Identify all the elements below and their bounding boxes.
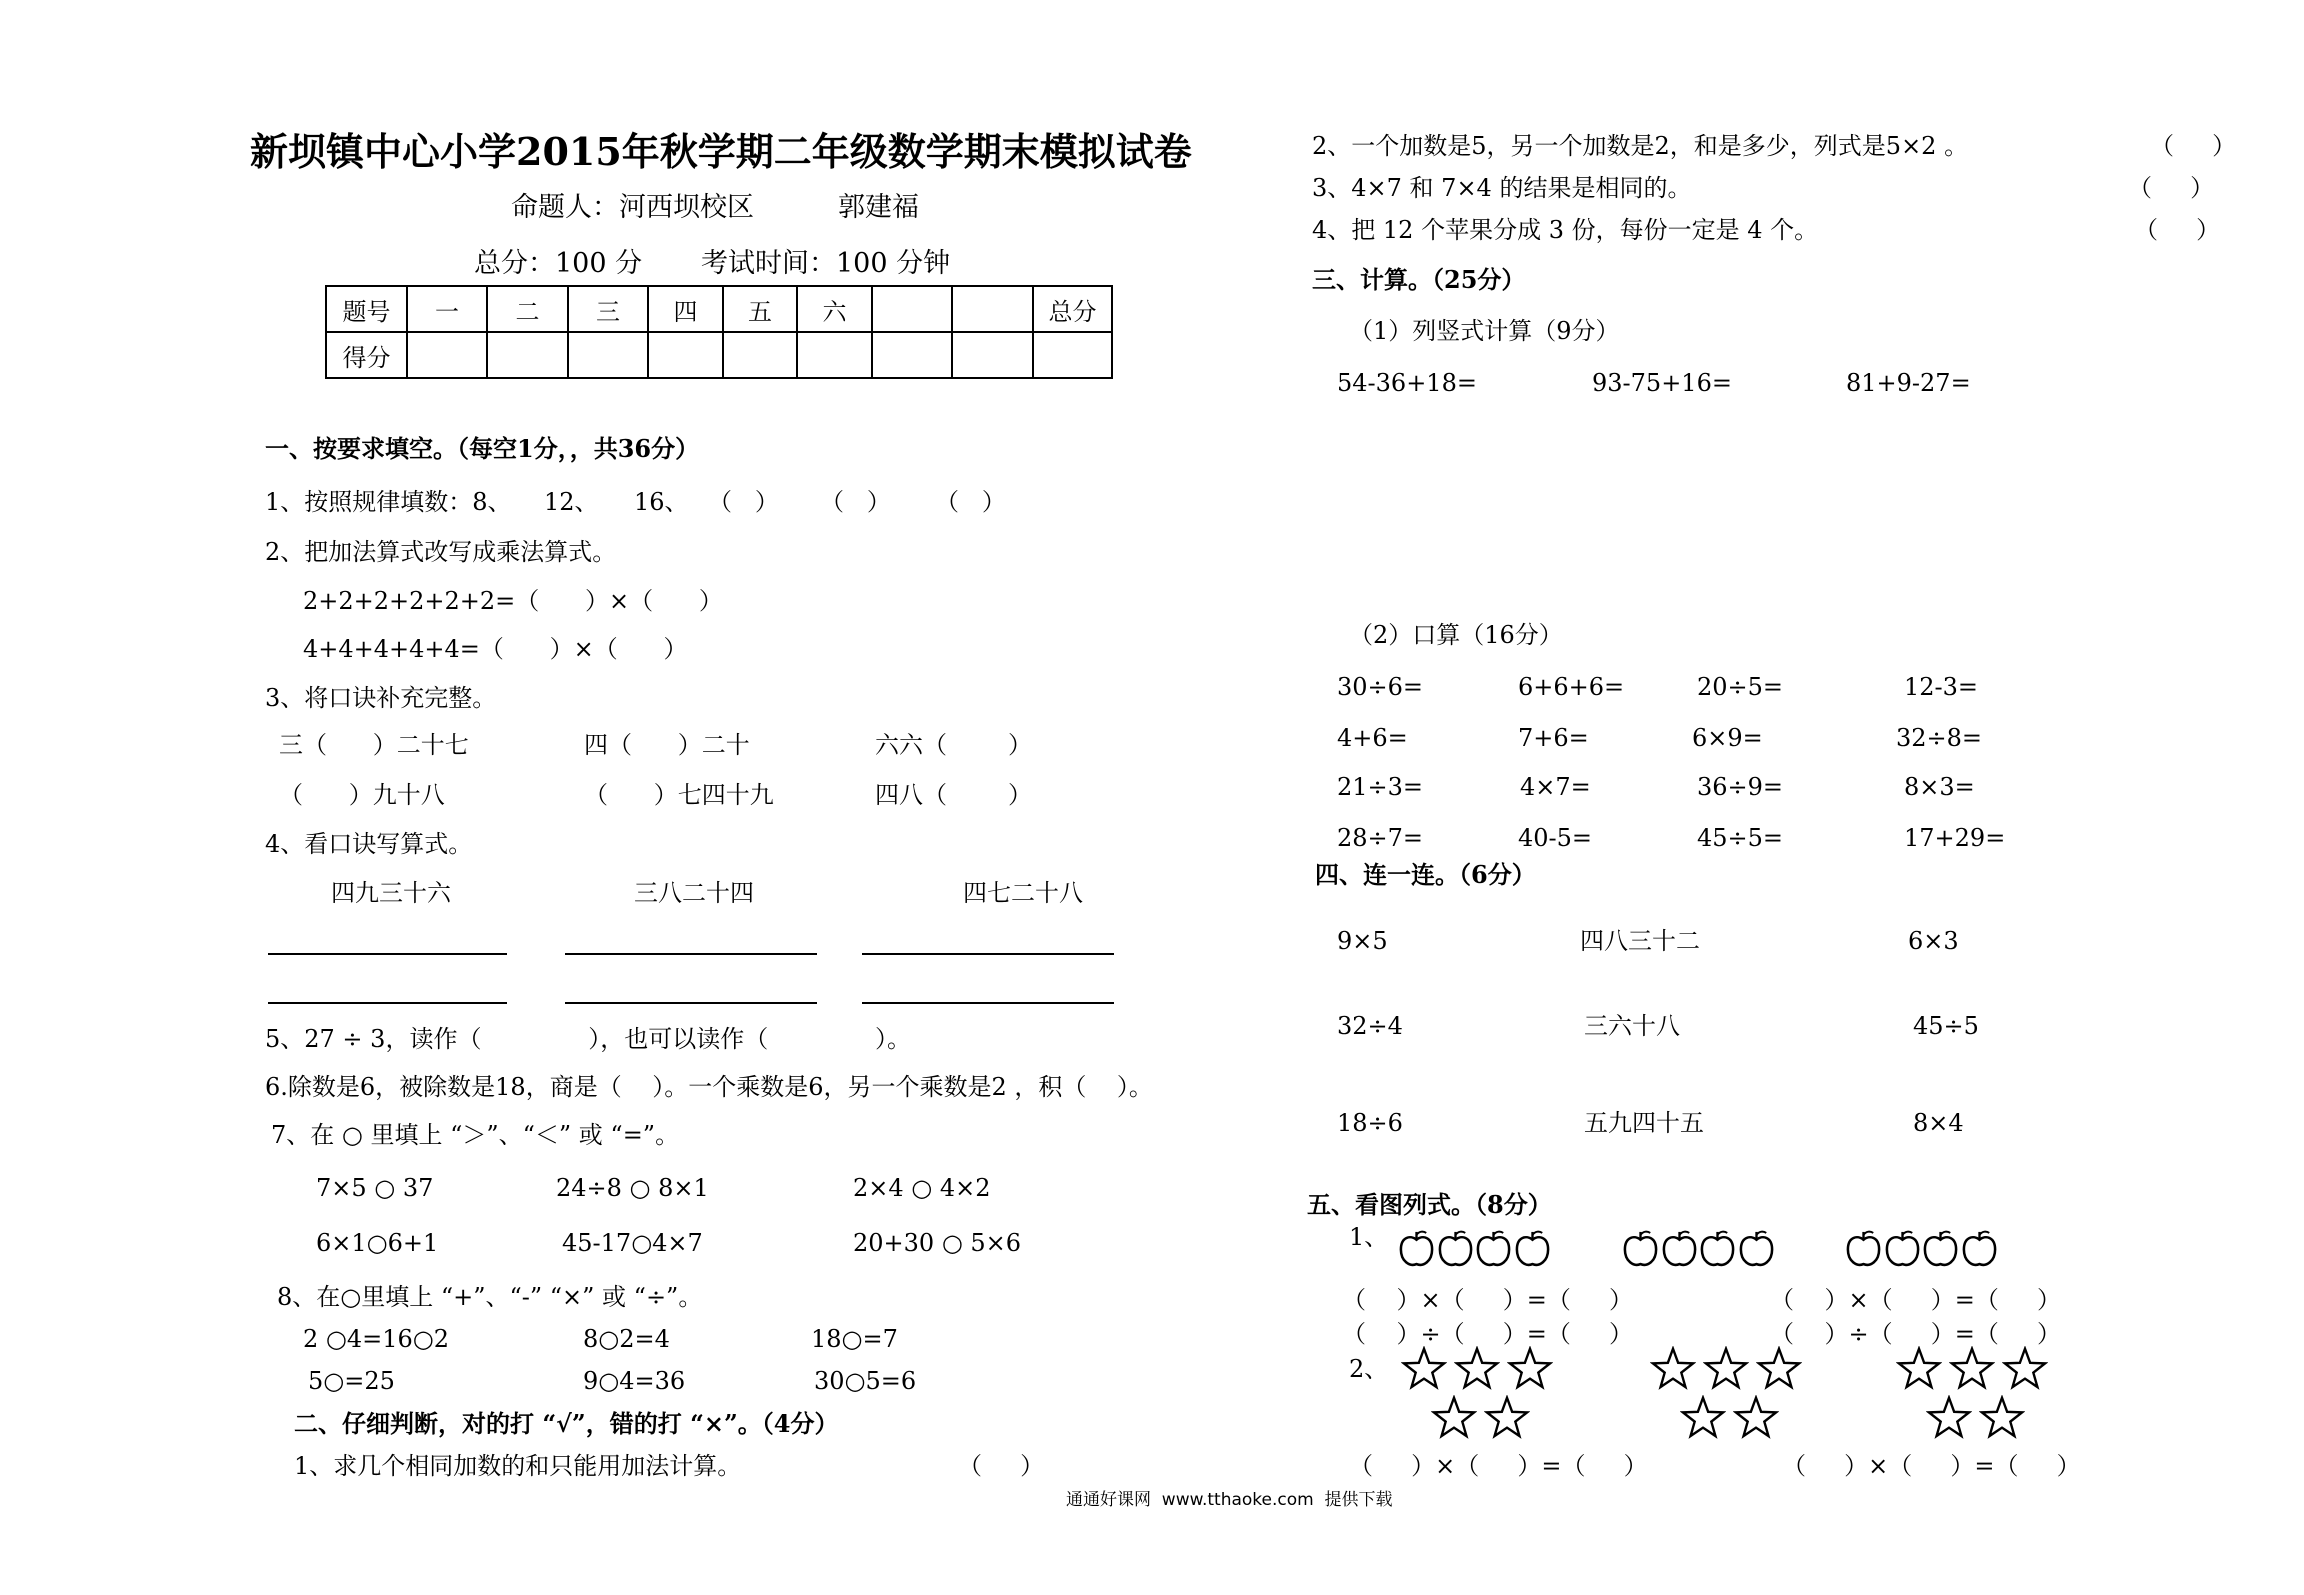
oral-calc-item: 30÷6= [1337,673,1424,701]
apple-icon [1621,1228,1660,1273]
q5-text: 5、27 ÷ 3，读作（ ），也可以读作（ ）。 [265,1025,912,1053]
q8-text: 8、在○里填上 “+”、“-” “×” 或 “÷”。 [277,1283,703,1311]
q1-blank: （ ） [708,488,779,516]
score-table-cell [487,332,568,378]
star-icon [1650,1346,1696,1396]
answer-line [268,1002,507,1004]
score-table-cell [407,332,487,378]
apple-icon [1513,1228,1552,1273]
q8-item: 8○2=4 [583,1325,670,1353]
judgment-blank: （ ） [2128,174,2215,202]
oral-calc-item: 12-3= [1904,673,1979,701]
q7-item: 2×4 ○ 4×2 [853,1174,991,1202]
judgment-item: 2、一个加数是5，另一个加数是2，和是多少，列式是5×2 。 [1312,132,1969,160]
answer-line [862,953,1114,955]
star-icon [1926,1395,1972,1445]
q3-item: （ ）七四十九 [584,781,774,809]
score-table-cell: 一 [407,286,487,332]
q1-text: 1、按照规律填数：8、 [265,488,512,516]
section3-part1: （1）列竖式计算（9分） [1349,317,1620,345]
oral-calc-item: 8×3= [1904,773,1975,801]
q8-item: 2 ○4=16○2 [303,1325,449,1353]
star-icon [1401,1346,1447,1396]
q4-item: 三八二十四 [634,879,754,907]
q8-item: 18○=7 [811,1325,898,1353]
exam-title: 新坝镇中心小学2015年秋学期二年级数学期末模拟试卷 [250,129,1192,174]
vertical-calc-item: 93-75+16= [1592,369,1732,397]
score-table-header-row [326,286,1112,332]
q8-item: 5○=25 [308,1367,395,1395]
picture1-div-formula: （ ）÷（ ）=（ ） [1770,1320,2062,1348]
apple-icon [1397,1228,1436,1273]
score-table-cell [568,332,648,378]
picture1-label: 1、 [1349,1223,1389,1251]
section5-heading: 五、看图列式。（8分） [1307,1190,1552,1219]
star-icon [1507,1346,1553,1396]
judgment-blank: （ ） [2150,132,2237,160]
score-table-cell [648,332,723,378]
connect-item: 四八三十二 [1580,927,1700,955]
judgment-item: 4、把 12 个苹果分成 3 份，每份一定是 4 个。 [1312,216,1819,244]
apple-icon [1844,1228,1883,1273]
connect-item: 32÷4 [1337,1012,1403,1040]
q7-item: 45-17○4×7 [562,1229,703,1257]
oral-calc-item: 6×9= [1692,724,1763,752]
star-icon [1896,1346,1942,1396]
exam-time: 考试时间：100 分钟 [701,248,951,279]
answer-line [565,1002,817,1004]
score-table [325,285,1113,379]
answer-line [862,1002,1114,1004]
q3-item: 六六（ ） [875,731,1033,759]
judgment-blank: （ ） [2134,216,2221,244]
q3-item: 四八（ ） [875,781,1033,809]
q1-blank: （ ） [935,488,1006,516]
score-table-cell [723,332,797,378]
answer-line [268,953,507,955]
score-table-cell: 总分 [1033,286,1112,332]
score-table-cell: 得分 [326,332,407,378]
score-table-cell: 四 [648,286,723,332]
score-table-cell: 五 [723,286,797,332]
star-icon [2002,1346,2048,1396]
picture2-label: 2、 [1349,1355,1389,1383]
oral-calc-item: 32÷8= [1896,724,1983,752]
connect-item: 8×4 [1913,1109,1964,1137]
q8-item: 30○5=6 [814,1367,917,1395]
q1-number: 16、 [634,488,689,516]
total-score: 总分：100 分 [474,248,643,279]
judgment-item: 3、4×7 和 7×4 的结果是相同的。 [1312,174,1692,202]
apple-icon [1474,1228,1513,1273]
author-name: 郭建福 [838,192,919,223]
vertical-calc-item: 54-36+18= [1337,369,1477,397]
footer-source: 通通好课网 www.tthaoke.com 提供下载 [1066,1490,1393,1510]
oral-calc-item: 4×7= [1520,773,1591,801]
section3-part2: （2）口算（16分） [1349,621,1563,649]
score-table-cell [872,332,952,378]
oral-calc-item: 40-5= [1518,824,1593,852]
picture2-mult-formula: （ ）×（ ）=（ ） [1349,1452,1648,1480]
q7-item: 24÷8 ○ 8×1 [556,1174,709,1202]
score-table-cell [952,332,1033,378]
score-table-cell: 题号 [326,286,407,332]
q7-text: 7、在 ○ 里填上 “＞”、“＜” 或 “=”。 [271,1121,680,1149]
apple-icon [1883,1228,1922,1273]
connect-item: 6×3 [1908,927,1959,955]
star-icon [1979,1395,2025,1445]
connect-item: 三六十八 [1584,1012,1680,1040]
apple-icon [1436,1228,1475,1273]
oral-calc-item: 21÷3= [1337,773,1424,801]
connect-item: 18÷6 [1337,1109,1403,1137]
score-table-cell [1033,332,1112,378]
star-icon [1703,1346,1749,1396]
picture2-mult-formula: （ ）×（ ）=（ ） [1782,1452,2081,1480]
section4-heading: 四、连一连。（6分） [1315,860,1536,889]
apple-icon [1698,1228,1737,1273]
q6-text: 6.除数是6，被除数是18，商是（ ）。一个乘数是6，另一个乘数是2 ，积（ ）。 [265,1073,1153,1101]
picture1-mult-formula: （ ）×（ ）=（ ） [1770,1286,2062,1314]
q3-item: 三（ ）二十七 [279,731,469,759]
section2-heading: 二、仔细判断，对的打 “√”，错的打 “×”。（4分） [294,1409,839,1438]
q4-text: 4、看口诀写算式。 [265,830,473,858]
star-icon [1949,1346,1995,1396]
star-icon [1431,1395,1477,1445]
star-icon [1680,1395,1726,1445]
q2-text: 2、把加法算式改写成乘法算式。 [265,538,617,566]
apple-icon [1737,1228,1776,1273]
score-table-cell [797,332,872,378]
apple-icon [1921,1228,1960,1273]
author-label: 命题人：河西坝校区 [511,192,754,223]
q3-text: 3、将口诀补充完整。 [265,684,497,712]
connect-item: 9×5 [1337,927,1388,955]
q7-item: 20+30 ○ 5×6 [853,1229,1022,1257]
star-icon [1484,1395,1530,1445]
oral-calc-item: 36÷9= [1697,773,1784,801]
score-table-cell [952,286,1033,332]
oral-calc-item: 45÷5= [1697,824,1784,852]
q4-item: 四九三十六 [331,879,451,907]
picture1-mult-formula: （ ）×（ ）=（ ） [1342,1286,1634,1314]
score-table-cell [872,286,952,332]
vertical-calc-item: 81+9-27= [1846,369,1971,397]
connect-item: 45÷5 [1913,1012,1979,1040]
oral-calc-item: 7+6= [1518,724,1589,752]
q2-item: 2+2+2+2+2+2=（ ）×（ ） [303,587,723,615]
answer-line [565,953,817,955]
picture1-div-formula: （ ）÷（ ）=（ ） [1342,1320,1634,1348]
star-icon [1733,1395,1779,1445]
oral-calc-item: 6+6+6= [1518,673,1625,701]
apple-icon [1660,1228,1699,1273]
q1-number: 12、 [544,488,599,516]
judgment-item: 1、求几个相同加数的和只能用加法计算。 [294,1452,742,1480]
oral-calc-item: 17+29= [1904,824,2006,852]
q1-blank: （ ） [820,488,891,516]
section3-heading: 三、计算。（25分） [1312,265,1526,294]
oral-calc-item: 4+6= [1337,724,1408,752]
score-table-cell: 三 [568,286,648,332]
q3-item: （ ）九十八 [279,781,445,809]
judgment-blank: （ ） [958,1452,1045,1480]
star-icon [1756,1346,1802,1396]
q4-item: 四七二十八 [963,879,1083,907]
oral-calc-item: 20÷5= [1697,673,1784,701]
oral-calc-item: 28÷7= [1337,824,1424,852]
q2-item: 4+4+4+4+4=（ ）×（ ） [303,635,688,663]
q7-item: 6×1○6+1 [316,1229,439,1257]
score-table-cell: 六 [797,286,872,332]
score-table-score-row [326,332,1112,378]
score-table-cell: 二 [487,286,568,332]
star-icon [1454,1346,1500,1396]
section1-heading: 一、按要求填空。（每空1分，，共36分） [265,434,700,463]
apple-icon [1960,1228,1999,1273]
q7-item: 7×5 ○ 37 [316,1174,434,1202]
connect-item: 五九四十五 [1584,1109,1704,1137]
q3-item: 四（ ）二十 [584,731,750,759]
q8-item: 9○4=36 [583,1367,686,1395]
